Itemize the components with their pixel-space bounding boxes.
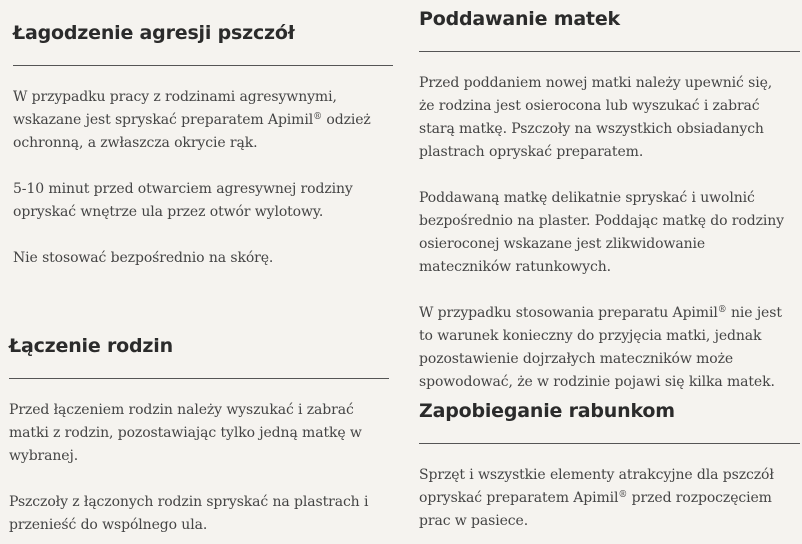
paragraph — [13, 247, 393, 270]
paragraph — [419, 302, 800, 394]
paragraph — [13, 178, 393, 224]
paragraph — [9, 399, 389, 468]
text-line: spowodować, że w rodzinie pojawi się kilka matek. — [419, 374, 775, 390]
text-line: 5-10 minut przed otwarciem agresywnej rodziny — [13, 181, 353, 197]
paragraph — [9, 491, 389, 537]
text-line: Przed łączeniem rodzin należy wyszukać i zabrać — [9, 402, 354, 418]
section-divider — [9, 378, 389, 379]
text-line: bezpośrednio na plaster. Poddając matkę do rodziny — [419, 213, 784, 229]
text-line: Sprzęt i wszystkie elementy atrakcyjne dla pszczół — [419, 467, 774, 483]
text-line: opryskać preparatem Apimil® przed rozpoczęciem — [419, 490, 772, 506]
text-line: wskazane jest spryskać preparatem Apimil® odzież — [13, 112, 371, 128]
text-line: plastrach opryskać preparatem. — [419, 144, 644, 160]
text-line: mateczników ratunkowych. — [419, 259, 612, 275]
section-title: Łączenie rodzin — [9, 335, 173, 357]
text-line: matki z rodzin, pozostawiając tylko jedną matkę w — [9, 425, 362, 441]
section-title: Zapobieganie rabunkom — [419, 400, 675, 422]
section-aggression — [13, 22, 393, 270]
text-line: opryskać wnętrze ula przez otwór wylotowy. — [13, 204, 324, 220]
section-title: Poddawanie matek — [419, 8, 620, 30]
text-line: Pszczoły z łączonych rodzin spryskać na plastrach i — [9, 494, 369, 510]
section-introducing-queens — [419, 8, 800, 394]
text-line: wybranej. — [9, 448, 79, 464]
paragraph — [419, 72, 800, 164]
text-line: Nie stosować bezpośrednio na skórę. — [13, 250, 274, 266]
text-line: przenieść do wspólnego ula. — [9, 517, 208, 533]
section-merging-colonies — [9, 335, 389, 537]
text-line: Poddawaną matkę delikatnie spryskać i uwolnić — [419, 190, 755, 206]
paragraph — [419, 187, 800, 279]
text-line: W przypadku pracy z rodzinami agresywnymi, — [13, 89, 337, 105]
text-line: ochronną, a zwłaszcza okrycie rąk. — [13, 135, 258, 151]
section-divider — [13, 65, 393, 66]
text-line: W przypadku stosowania preparatu Apimil® nie jest — [419, 305, 782, 321]
section-divider — [419, 51, 800, 52]
section-divider — [419, 443, 800, 444]
paragraph — [13, 86, 393, 155]
text-line: że rodzina jest osierocona lub wyszukać i zabrać — [419, 98, 760, 114]
text-line: prac w pasiece. — [419, 513, 529, 529]
text-line: to warunek konieczny do przyjęcia matki, jednak — [419, 328, 762, 344]
text-line: Przed poddaniem nowej matki należy upewnić się, — [419, 75, 773, 91]
text-line: starą matkę. Pszczoły na wszystkich obsiadanych — [419, 121, 764, 137]
text-line: osieroconej wskazane jest zlikwidowanie — [419, 236, 706, 252]
section-preventing-robbing — [419, 400, 800, 533]
text-line: pozostawienie dojrzałych mateczników może — [419, 351, 734, 367]
section-title: Łagodzenie agresji pszczół — [13, 22, 295, 44]
paragraph — [419, 464, 800, 533]
